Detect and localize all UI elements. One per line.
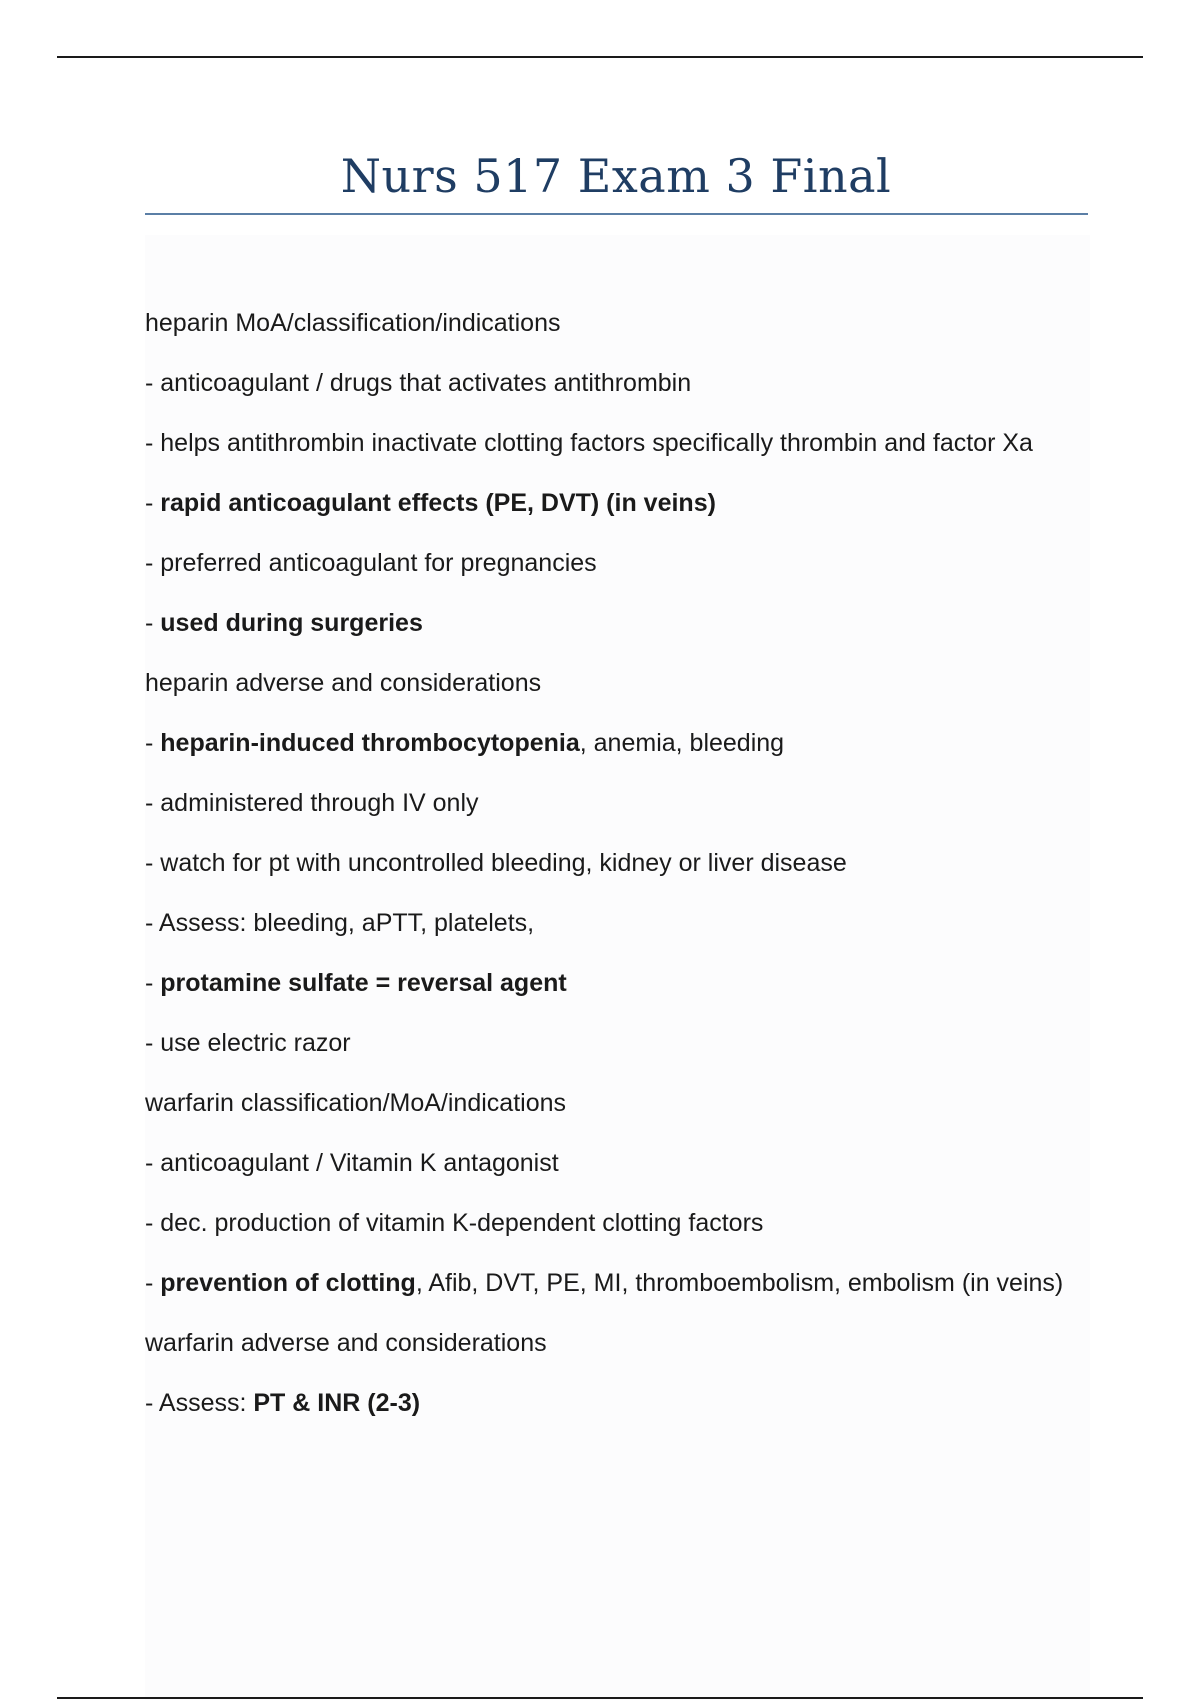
note-line [145, 423, 1105, 483]
note-line [145, 363, 1105, 423]
note-text: - [145, 489, 161, 517]
note-line [145, 1143, 1105, 1203]
note-text: - dec. production of vitamin K-dependent clotting factors [145, 1209, 764, 1237]
note-text: - [145, 1269, 161, 1297]
note-text: - watch for pt with uncontrolled bleeding, kidney or liver disease [145, 849, 847, 877]
note-line [145, 1263, 1105, 1323]
title-underline [145, 213, 1088, 215]
note-emphasis: protamine sulfate = reversal agent [160, 969, 567, 997]
note-text: - [145, 609, 161, 637]
note-line [145, 783, 1105, 843]
note-text: - administered through IV only [145, 789, 479, 817]
note-emphasis: used during surgeries [160, 609, 423, 637]
note-text: - [145, 729, 161, 757]
note-line [145, 723, 1105, 783]
note-line [145, 843, 1105, 903]
note-line [145, 303, 1105, 363]
note-text: - use electric razor [145, 1029, 351, 1057]
note-text: heparin MoA/classification/indications [145, 309, 561, 337]
note-line [145, 1383, 1105, 1443]
note-line [145, 1023, 1105, 1083]
note-text: - preferred anticoagulant for pregnancies [145, 549, 597, 577]
note-text: - Assess: [145, 1389, 254, 1417]
note-line [145, 603, 1105, 663]
note-text: - Assess: bleeding, aPTT, platelets, [145, 909, 535, 937]
note-text: - anticoagulant / drugs that activates antithrombin [145, 369, 692, 397]
note-text: , Afib, DVT, PE, MI, thromboembolism, embolism (in veins) [415, 1269, 1064, 1297]
note-emphasis: heparin-induced thrombocytopenia [160, 729, 580, 757]
note-emphasis: PT & INR (2-3) [253, 1389, 421, 1417]
note-text: warfarin classification/MoA/indications [145, 1089, 567, 1117]
note-line [145, 483, 1105, 543]
note-line [145, 1083, 1105, 1143]
note-emphasis: rapid anticoagulant effects (PE, DVT) (in veins) [160, 489, 716, 517]
note-text: - anticoagulant / Vitamin K antagonist [145, 1149, 559, 1177]
note-text: heparin adverse and considerations [145, 669, 542, 697]
note-emphasis: prevention of clotting [160, 1269, 416, 1297]
note-line [145, 1203, 1105, 1263]
note-line [145, 963, 1105, 1023]
page-bottom-rule [57, 1697, 1143, 1699]
notes-list [145, 303, 1105, 1443]
note-line [145, 1323, 1105, 1383]
note-text: , anemia, bleeding [579, 729, 785, 757]
note-line [145, 663, 1105, 723]
note-text: - helps antithrombin inactivate clotting factors specifically thrombin and factor Xa [145, 429, 1033, 457]
note-line [145, 543, 1105, 603]
page-top-rule [57, 56, 1143, 58]
note-text: warfarin adverse and considerations [145, 1329, 547, 1357]
note-line [145, 903, 1105, 963]
document-title: Nurs 517 Exam 3 Final [340, 149, 892, 203]
note-text: - [145, 969, 161, 997]
